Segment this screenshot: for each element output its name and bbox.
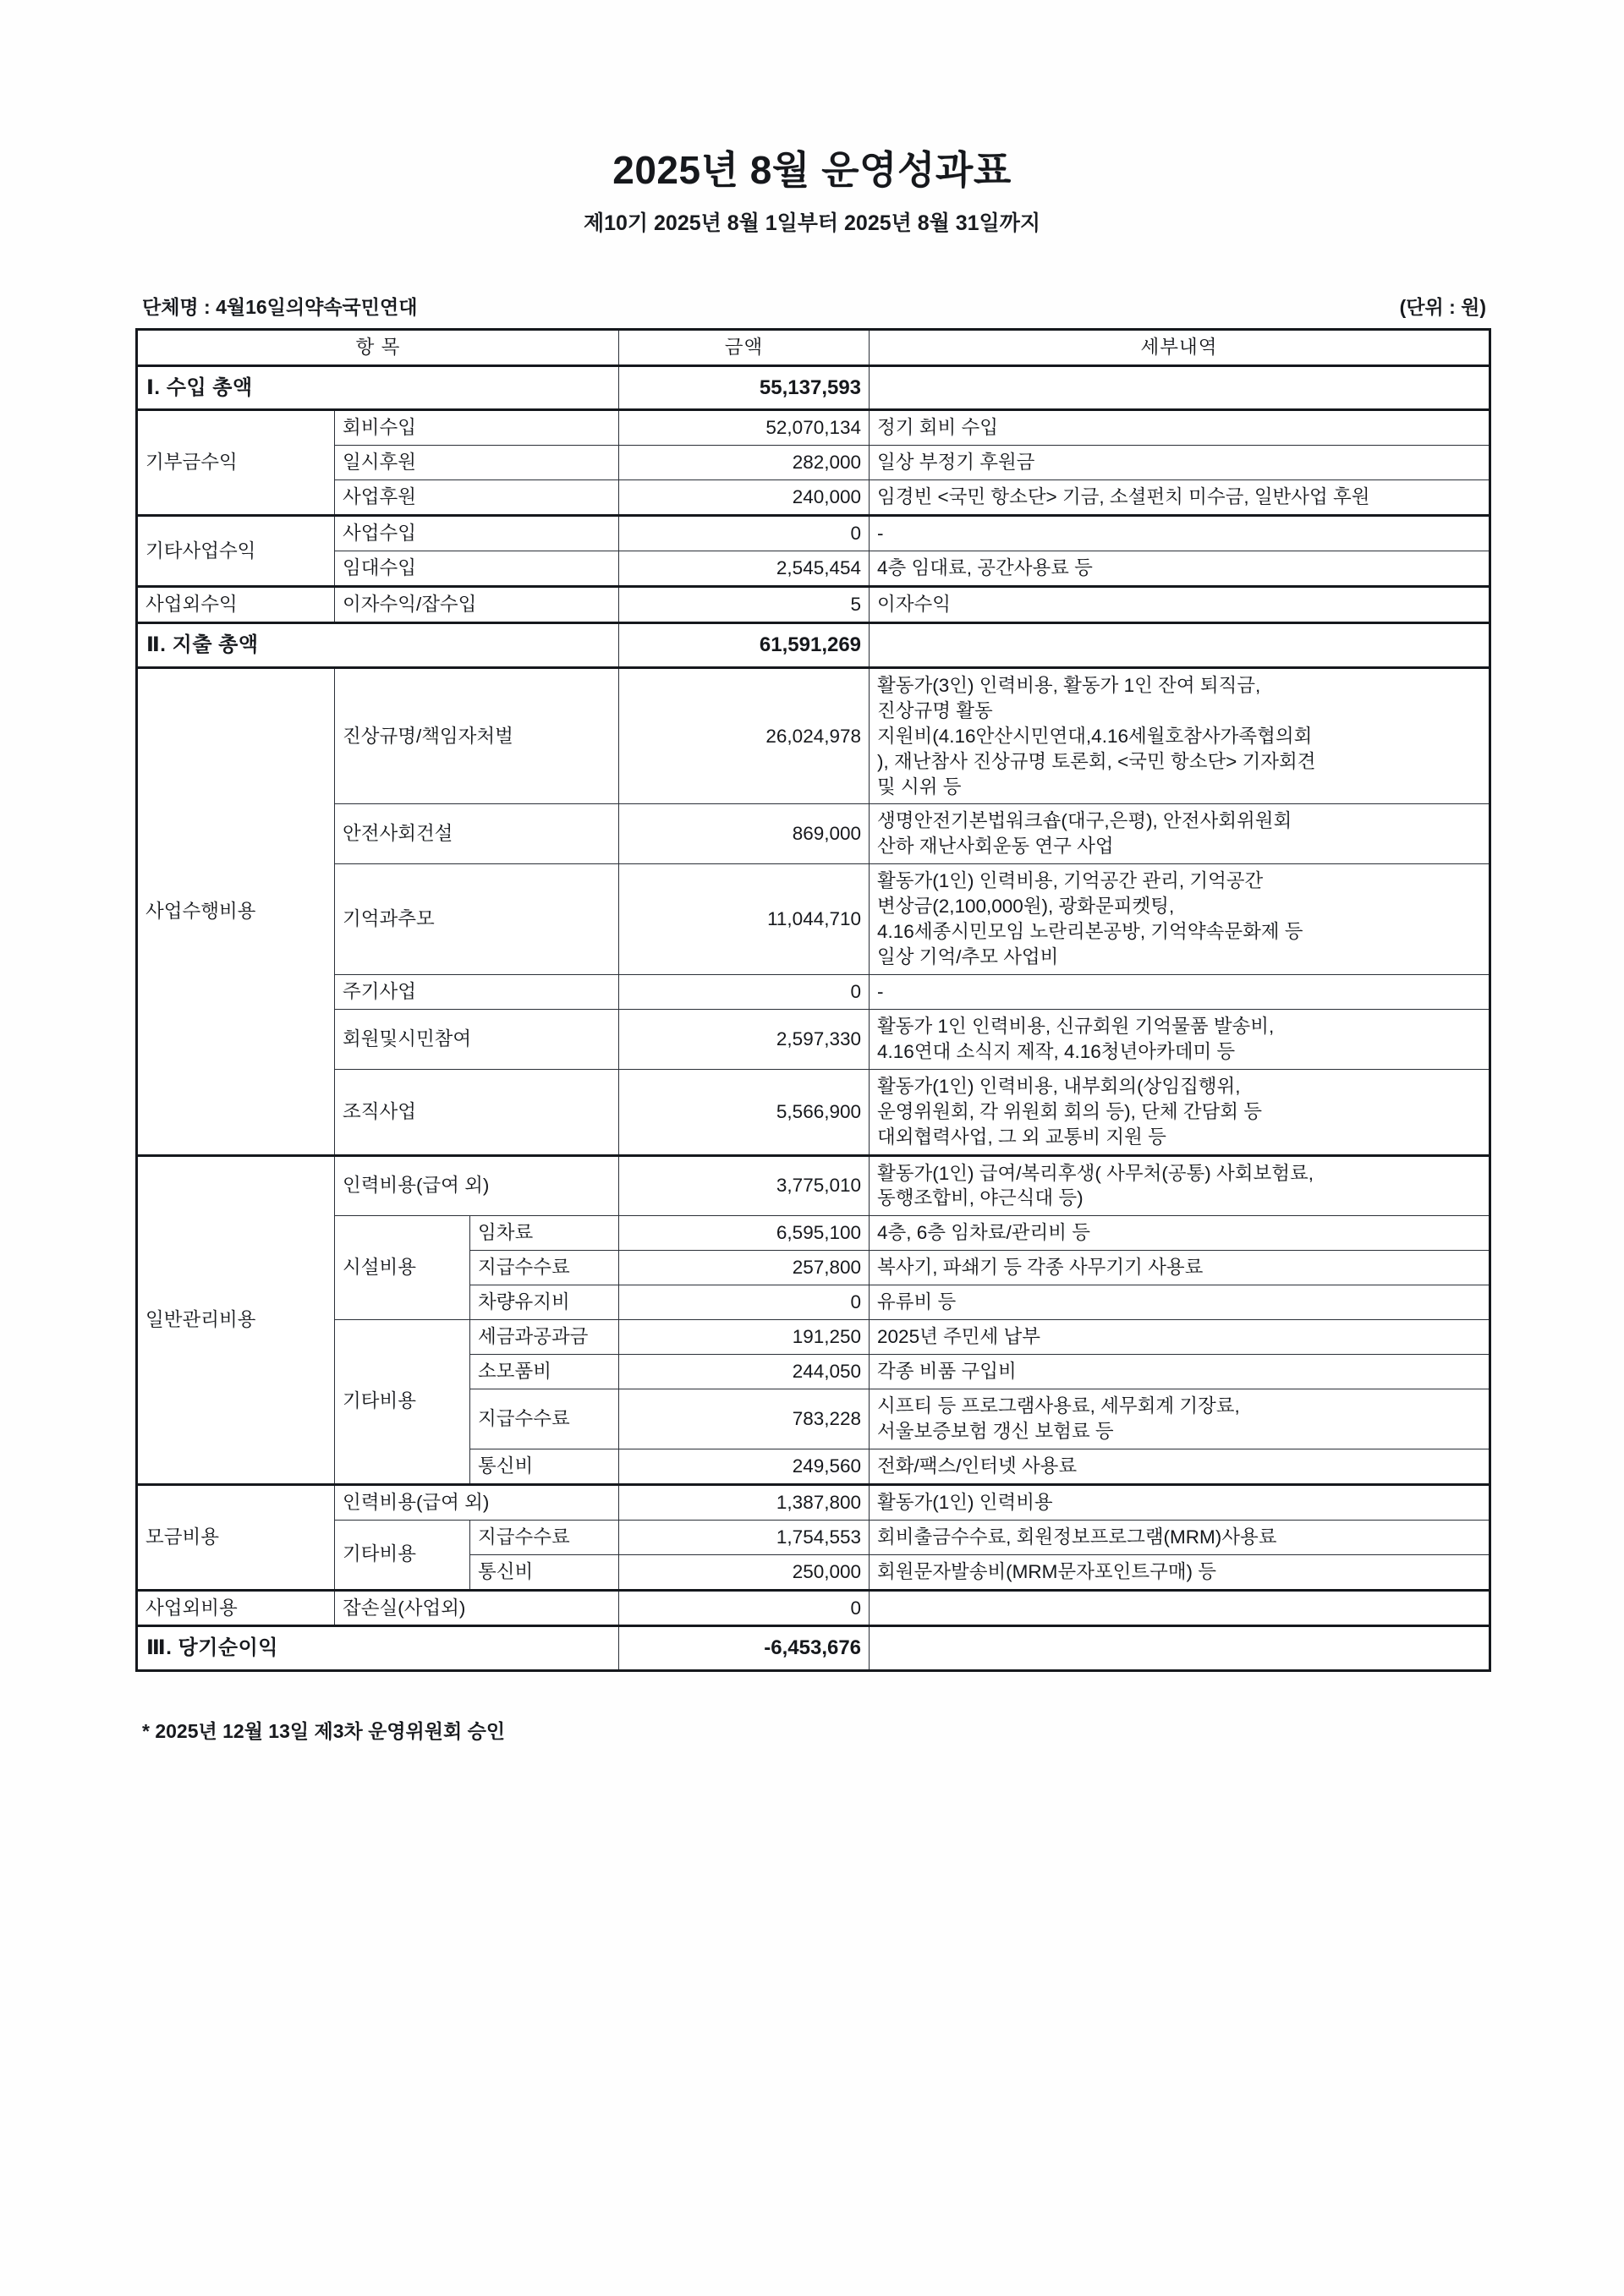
row-detail: 2025년 주민세 납부 (870, 1320, 1490, 1355)
table-row (137, 410, 1490, 446)
category-level2: 잡손실(사업외) (335, 1590, 619, 1626)
header-amount: 금액 (619, 329, 870, 365)
table-row (137, 1320, 1490, 1355)
organization-name: 단체명 : 4월16일의약속국민연대 (142, 295, 418, 318)
category-level1: 모금비용 (137, 1484, 335, 1590)
document-header (0, 0, 1624, 236)
category-level2: 기억과추모 (335, 864, 619, 975)
category-level3: 통신비 (470, 1449, 619, 1484)
row-amount: 250,000 (619, 1554, 870, 1590)
table-row (137, 804, 1490, 864)
table-row (137, 446, 1490, 480)
row-detail: - (870, 975, 1490, 1010)
table-row (137, 1590, 1490, 1626)
table-body (137, 365, 1490, 1671)
category-level3: 지급수수료 (470, 1520, 619, 1554)
category-level2: 안전사회건설 (335, 804, 619, 864)
section-amount: -6,453,676 (619, 1626, 870, 1671)
row-detail: 정기 회비 수입 (870, 410, 1490, 446)
row-detail: 전화/팩스/인터넷 사용료 (870, 1449, 1490, 1484)
table-row (137, 1520, 1490, 1554)
row-amount: 1,754,553 (619, 1520, 870, 1554)
row-amount: 2,545,454 (619, 551, 870, 587)
category-level3: 지급수수료 (470, 1251, 619, 1285)
row-detail: 회비출금수수료, 회원정보프로그램(MRM)사용료 (870, 1520, 1490, 1554)
row-detail: 생명안전기본법워크숍(대구,은평), 안전사회위원회 산하 재난사회운동 연구 사업 (870, 804, 1490, 864)
row-amount: 282,000 (619, 446, 870, 480)
section-amount: 61,591,269 (619, 622, 870, 667)
category-level2: 사업후원 (335, 480, 619, 516)
financial-table-wrapper (135, 328, 1489, 1673)
row-amount: 3,775,010 (619, 1155, 870, 1216)
section-total-row (137, 1626, 1490, 1671)
table-row (137, 1484, 1490, 1520)
row-amount: 257,800 (619, 1251, 870, 1285)
row-detail: 활동가(1인) 인력비용, 기억공간 관리, 기억공간 변상금(2,100,000원), 광화문피켓팅, 4.16세종시민모임 노란리본공방, 기억약속문화제 등 일상 기억/추모 사업비 (870, 864, 1490, 975)
row-detail: 복사기, 파쇄기 등 각종 사무기기 사용료 (870, 1251, 1490, 1285)
section-detail (870, 365, 1490, 410)
table-row (137, 864, 1490, 975)
row-amount: 191,250 (619, 1320, 870, 1355)
category-level2: 주기사업 (335, 975, 619, 1010)
category-level2: 사업수입 (335, 516, 619, 551)
category-level2: 진상규명/책임자처벌 (335, 667, 619, 804)
category-level3: 통신비 (470, 1554, 619, 1590)
row-amount: 0 (619, 1590, 870, 1626)
row-detail: 활동가(1인) 급여/복리후생( 사무처(공통) 사회보험료, 동행조합비, 야근식대 등) (870, 1155, 1490, 1216)
section-label: Ⅲ. 당기순이익 (137, 1626, 619, 1671)
table-row (137, 1009, 1490, 1069)
row-detail: 유류비 등 (870, 1285, 1490, 1320)
table-row (137, 1155, 1490, 1216)
table-row (137, 516, 1490, 551)
approval-footnote: * 2025년 12월 13일 제3차 운영위원회 승인 (142, 1720, 506, 1743)
operating-statement-table (135, 328, 1491, 1673)
row-amount: 1,387,800 (619, 1484, 870, 1520)
row-amount: 0 (619, 975, 870, 1010)
category-level3: 차량유지비 (470, 1285, 619, 1320)
row-amount: 0 (619, 516, 870, 551)
table-row (137, 587, 1490, 623)
category-level1: 기타사업수익 (137, 516, 335, 587)
category-level1: 일반관리비용 (137, 1155, 335, 1484)
row-amount: 244,050 (619, 1355, 870, 1389)
row-amount: 2,597,330 (619, 1009, 870, 1069)
period-subtitle: 제10기 2025년 8월 1일부터 2025년 8월 31일까지 (583, 211, 1041, 235)
section-label: Ⅱ. 지출 총액 (137, 622, 619, 667)
row-detail: 4층 임대료, 공간사용료 등 (870, 551, 1490, 587)
category-level2: 일시후원 (335, 446, 619, 480)
row-detail: 활동가 1인 인력비용, 신규회원 기억물품 발송비, 4.16연대 소식지 제작, 4.16청년아카데미 등 (870, 1009, 1490, 1069)
row-amount: 6,595,100 (619, 1216, 870, 1251)
row-detail: 활동가(1인) 인력비용, 내부회의(상임집행위, 운영위원회, 각 위원회 회의 등), 단체 간담회 등 대외협력사업, 그 외 교통비 지원 등 (870, 1069, 1490, 1155)
row-detail: 4층, 6층 임차료/관리비 등 (870, 1216, 1490, 1251)
row-amount: 249,560 (619, 1449, 870, 1484)
header-detail: 세부내역 (870, 329, 1490, 365)
row-amount: 26,024,978 (619, 667, 870, 804)
section-total-row (137, 622, 1490, 667)
category-level3: 임차료 (470, 1216, 619, 1251)
category-level3: 소모품비 (470, 1355, 619, 1389)
category-level2: 회원및시민참여 (335, 1009, 619, 1069)
row-amount: 0 (619, 1285, 870, 1320)
row-amount: 783,228 (619, 1389, 870, 1449)
category-level1: 사업외수익 (137, 587, 335, 623)
row-detail (870, 1590, 1490, 1626)
table-row (137, 480, 1490, 516)
table-row (137, 551, 1490, 587)
category-level2: 인력비용(급여 외) (335, 1484, 619, 1520)
row-detail: 활동가(1인) 인력비용 (870, 1484, 1490, 1520)
category-level2: 시설비용 (335, 1216, 470, 1320)
category-level2: 임대수입 (335, 551, 619, 587)
category-level2: 조직사업 (335, 1069, 619, 1155)
page-title: 2025년 8월 운영성과표 (612, 148, 1012, 192)
table-row (137, 1216, 1490, 1251)
category-level1: 기부금수익 (137, 410, 335, 516)
row-amount: 5,566,900 (619, 1069, 870, 1155)
row-detail: 시프티 등 프로그램사용료, 세무회계 기장료, 서울보증보험 갱신 보험료 등 (870, 1389, 1490, 1449)
row-detail: 활동가(3인) 인력비용, 활동가 1인 잔여 퇴직금, 진상규명 활동 지원비(4.16안산시민연대,4.16세월호참사가족협의회 ), 재난참사 진상규명 토론회, <국민 항소단> 기자회견 및 시위 등 (870, 667, 1490, 804)
category-level2: 기타비용 (335, 1320, 470, 1485)
section-total-row (137, 365, 1490, 410)
table-row (137, 975, 1490, 1010)
header-item: 항 목 (137, 329, 619, 365)
category-level3: 세금과공과금 (470, 1320, 619, 1355)
row-detail: 일상 부정기 후원금 (870, 446, 1490, 480)
table-header-row (137, 329, 1490, 365)
category-level2: 기타비용 (335, 1520, 470, 1590)
row-detail: 회원문자발송비(MRM문자포인트구매) 등 (870, 1554, 1490, 1590)
category-level2: 인력비용(급여 외) (335, 1155, 619, 1216)
category-level3: 지급수수료 (470, 1389, 619, 1449)
section-amount: 55,137,593 (619, 365, 870, 410)
table-row (137, 667, 1490, 804)
row-amount: 52,070,134 (619, 410, 870, 446)
category-level1: 사업외비용 (137, 1590, 335, 1626)
row-detail: 임경빈 <국민 항소단> 기금, 소셜펀치 미수금, 일반사업 후원 (870, 480, 1490, 516)
row-amount: 869,000 (619, 804, 870, 864)
meta-row (135, 292, 1489, 328)
row-amount: 240,000 (619, 480, 870, 516)
category-level2: 이자수익/잡수입 (335, 587, 619, 623)
section-detail (870, 622, 1490, 667)
section-detail (870, 1626, 1490, 1671)
row-detail: 각종 비품 구입비 (870, 1355, 1490, 1389)
row-amount: 5 (619, 587, 870, 623)
section-label: Ⅰ. 수입 총액 (137, 365, 619, 410)
category-level2: 회비수입 (335, 410, 619, 446)
row-amount: 11,044,710 (619, 864, 870, 975)
row-detail: - (870, 516, 1490, 551)
row-detail: 이자수익 (870, 587, 1490, 623)
category-level1: 사업수행비용 (137, 667, 335, 1155)
currency-unit: (단위 : 원) (1399, 295, 1486, 318)
table-row (137, 1069, 1490, 1155)
